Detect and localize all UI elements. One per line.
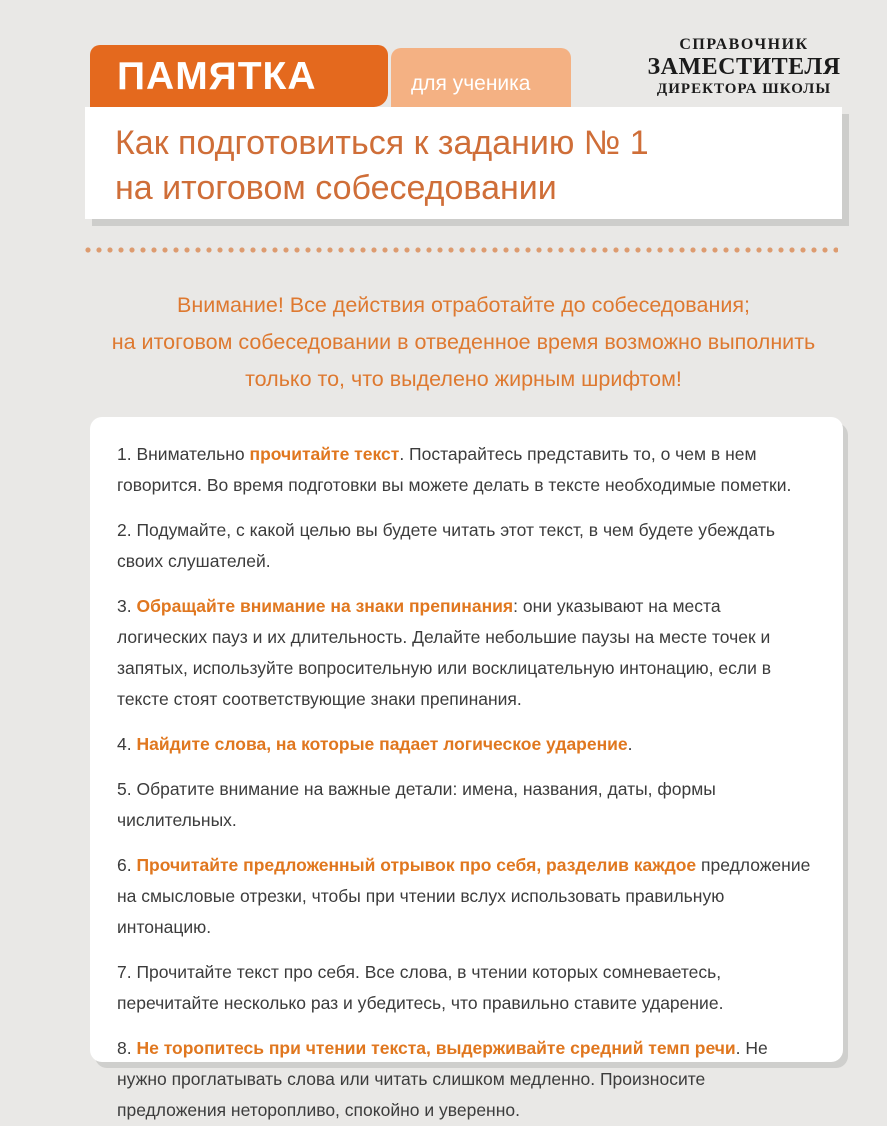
memo-item-highlight: Не торопитесь при чтении текста, выдерживайте средний темп речи bbox=[136, 1038, 736, 1058]
notice-text bbox=[85, 287, 842, 398]
memo-item-text: 8. bbox=[117, 1038, 137, 1058]
page-title-line2: на итоговом собеседовании bbox=[115, 169, 557, 207]
memo-item bbox=[117, 729, 815, 760]
audience-badge bbox=[391, 48, 571, 107]
memo-item-text: предложение на смысловые отрезки, чтобы при чтении вслух использовать правильную интонацию. bbox=[117, 855, 811, 937]
memo-item-text: 4. bbox=[117, 734, 137, 754]
memo-item-text: 3. bbox=[117, 596, 137, 616]
memo-item-highlight: прочитайте текст bbox=[249, 444, 400, 464]
publisher-logo bbox=[638, 35, 850, 99]
page-title-line1: Как подготовиться к заданию № 1 bbox=[115, 124, 649, 162]
memo-item-text: . bbox=[627, 734, 633, 754]
memo-item bbox=[117, 774, 815, 836]
notice-line2: на итоговом собеседовании в отведенное время возможно выполнить bbox=[111, 330, 816, 354]
memo-item-text: 7. Прочитайте текст про себя. Все слова, в чтении которых сомневаетесь, перечитайте несколько раз и убедитесь, что правильно ставите ударение. bbox=[117, 962, 724, 1013]
memo-badge-label: ПАМЯТКА bbox=[117, 54, 317, 98]
memo-item bbox=[117, 850, 815, 943]
audience-badge-label: для ученика bbox=[411, 72, 531, 95]
memo-item-highlight: Обращайте внимание на знаки препинания bbox=[136, 596, 514, 616]
page-title bbox=[85, 107, 842, 211]
memo-item-text: 2. Подумайте, с какой целью вы будете читать этот текст, в чем будете убеждать своих слушателей. bbox=[117, 520, 775, 571]
memo-item-text: . Не нужно проглатывать слова или читать слишком медленно. Произносите предложения неторопливо, спокойно и уверенно. bbox=[117, 1038, 768, 1120]
publisher-logo-line1: СПРАВОЧНИК bbox=[679, 36, 809, 53]
memo-item-text: 1. Внимательно bbox=[117, 444, 250, 464]
memo-item-text: 5. Обратите внимание на важные детали: имена, названия, даты, формы числительных. bbox=[117, 779, 716, 830]
memo-badge bbox=[90, 45, 388, 107]
memo-item bbox=[117, 957, 815, 1019]
publisher-logo-line2: ЗАМЕСТИТЕЛЯ bbox=[647, 54, 841, 80]
publisher-logo-line3: ДИРЕКТОРА ШКОЛЫ bbox=[656, 81, 832, 97]
title-card bbox=[85, 107, 842, 219]
memo-item-highlight: Прочитайте предложенный отрывок про себя, разделив каждое bbox=[136, 855, 697, 875]
memo-card bbox=[90, 417, 843, 1120]
memo-list bbox=[117, 439, 815, 1126]
memo-item-text: 6. bbox=[117, 855, 137, 875]
memo-item bbox=[117, 515, 815, 577]
notice-line1: Внимание! Все действия отработайте до собеседования; bbox=[177, 293, 750, 317]
dotted-divider bbox=[85, 246, 838, 254]
memo-item-text: : они указывают на места логических пауз и их длительность. Делайте небольшие паузы на месте точек и запятых, используйте вопросительную или восклицательную интонацию, если в тексте стоят соответствующие знаки препинания. bbox=[117, 596, 772, 709]
memo-item bbox=[117, 591, 815, 715]
memo-item bbox=[117, 439, 815, 501]
memo-item bbox=[117, 1033, 815, 1126]
notice-line3: только то, что выделено жирным шрифтом! bbox=[245, 367, 682, 391]
memo-item-text: . Постарайтесь представить то, о чем в нем говорится. Во время подготовки вы можете делать в тексте необходимые пометки. bbox=[117, 444, 792, 495]
memo-item-highlight: Найдите слова, на которые падает логическое ударение bbox=[136, 734, 628, 754]
